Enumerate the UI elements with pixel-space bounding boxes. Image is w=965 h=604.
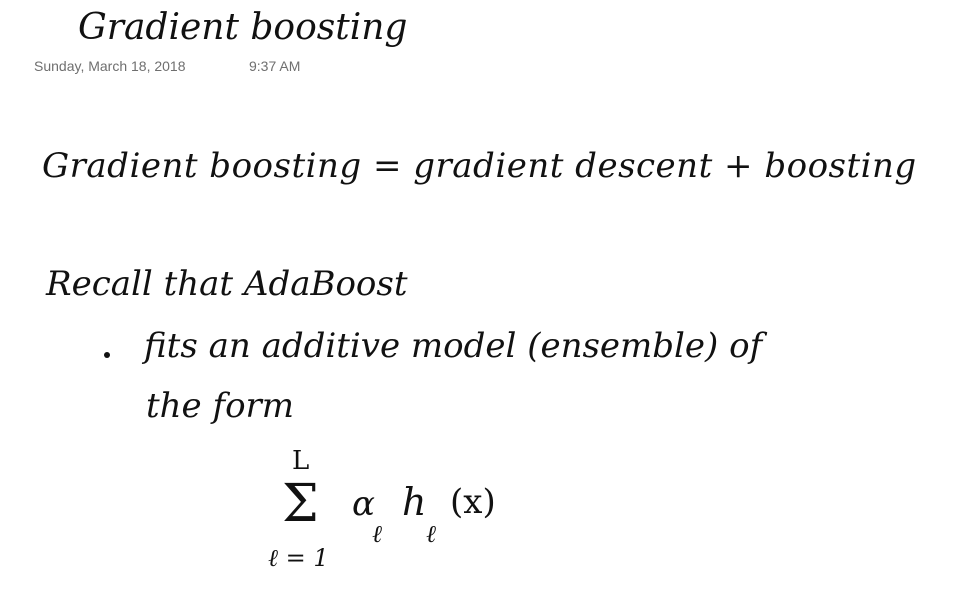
alpha-subscript: ℓ xyxy=(372,520,382,548)
alpha-symbol: α xyxy=(352,484,375,524)
note-time: 9:37 AM xyxy=(249,58,301,74)
function-argument: (x) xyxy=(450,482,496,522)
handwritten-line-fits: fits an additive model (ensemble) of xyxy=(144,326,763,366)
h-symbol: h xyxy=(402,480,427,524)
bullet-dot xyxy=(104,352,110,358)
handwritten-line-form: the form xyxy=(146,386,295,426)
sum-lower-limit: ℓ = 1 xyxy=(268,544,329,572)
h-subscript: ℓ xyxy=(426,520,436,548)
summation-formula xyxy=(260,446,540,586)
sum-upper-limit: L xyxy=(292,446,310,476)
note-date: Sunday, March 18, 2018 xyxy=(34,58,186,74)
handwritten-line-equation: Gradient boosting = gradient descent + boosting xyxy=(42,146,917,186)
sigma-symbol: Σ xyxy=(282,474,319,534)
page-title: Gradient boosting xyxy=(78,7,408,48)
handwritten-line-recall: Recall that AdaBoost xyxy=(46,264,408,304)
